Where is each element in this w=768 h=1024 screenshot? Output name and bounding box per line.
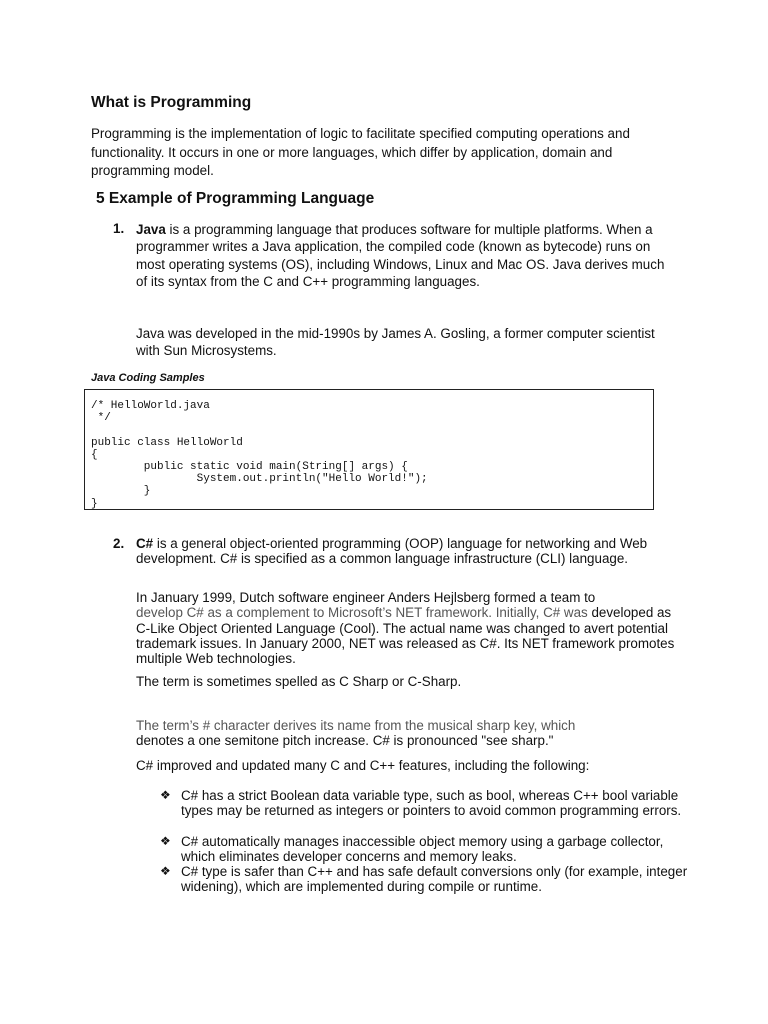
csharp-spelling: The term is sometimes spelled as C Sharp or C-Sharp. bbox=[136, 674, 462, 689]
feature-bullet-3: C# type is safer than C++ and has safe default conversions only (for example, integer widening), which are implemented during compile or runtime. bbox=[181, 864, 688, 894]
feature-bullet-1: C# has a strict Boolean data variable type, such as bool, whereas C++ bool variable types may be returned as integers or pointers to avoid common programming errors. bbox=[181, 788, 682, 818]
csharp-history-start: In January 1999, Dutch software engineer Anders Hejlsberg formed a team to bbox=[136, 590, 596, 605]
csharp-description bbox=[136, 536, 681, 567]
csharp-term: C# bbox=[136, 536, 154, 551]
section-title: 5 Example of Programming Language bbox=[96, 190, 375, 207]
intro-paragraph: Programming is the implementation of logic to facilitate specified computing operations and functionality. It occurs in one or more languages, which differ by application, domain and programming model. bbox=[91, 126, 630, 178]
csharp-history-gray: develop C# as a complement to Microsoft’s NET framework. Initially, C# was bbox=[136, 605, 588, 621]
code-sample: /* HelloWorld.java */ public class HelloWorld { public static void main(String[] args) { System.out.println("Hello World!"); } } bbox=[91, 400, 428, 510]
diamond-bullet-icon: ❖ bbox=[160, 788, 171, 802]
code-sample-box bbox=[84, 389, 654, 510]
java-description bbox=[136, 221, 666, 291]
feature-bullet-2: C# automatically manages inaccessible object memory using a garbage collector, which eliminates developer concerns and memory leaks. bbox=[181, 834, 664, 864]
diamond-bullet-icon: ❖ bbox=[160, 834, 171, 848]
csharp-history bbox=[136, 590, 681, 666]
page-title: What is Programming bbox=[91, 94, 252, 111]
java-text: is a programming language that produces software for multiple platforms. When a programmer writes a Java application, the compiled code (known as bytecode) runs on most operating systems (OS), including Windows, Linux and Mac OS. Java derives much of its syntax from the C and C++ programming languages. bbox=[136, 222, 665, 290]
java-history: Java was developed in the mid-1990s by James A. Gosling, a former computer scientist with Sun Microsystems. bbox=[136, 326, 655, 359]
csharp-hash-rest: denotes a one semitone pitch increase. C# is pronounced "see sharp." bbox=[136, 733, 554, 749]
csharp-hash-gray: The term’s # character derives its name from the musical sharp key, which bbox=[136, 718, 576, 733]
csharp-hash-note bbox=[136, 718, 681, 749]
java-term: Java bbox=[136, 222, 166, 237]
item-number-1: 1. bbox=[113, 221, 125, 236]
csharp-history-rest: developed as C-Like Object Oriented Language (Cool). The actual name was changed to avert potential trademark issues. In January 2000, NET was released as C#. Its NET framework promotes multiple Web technologies. bbox=[136, 605, 675, 667]
code-caption: Java Coding Samples bbox=[91, 372, 205, 384]
csharp-text: is a general object-oriented programming (OOP) language for networking and Web development. C# is specified as a common language infrastructure (CLI) language. bbox=[136, 536, 648, 567]
diamond-bullet-icon: ❖ bbox=[160, 864, 171, 878]
csharp-features-intro: C# improved and updated many C and C++ features, including the following: bbox=[136, 758, 590, 773]
item-number-2: 2. bbox=[113, 536, 125, 551]
